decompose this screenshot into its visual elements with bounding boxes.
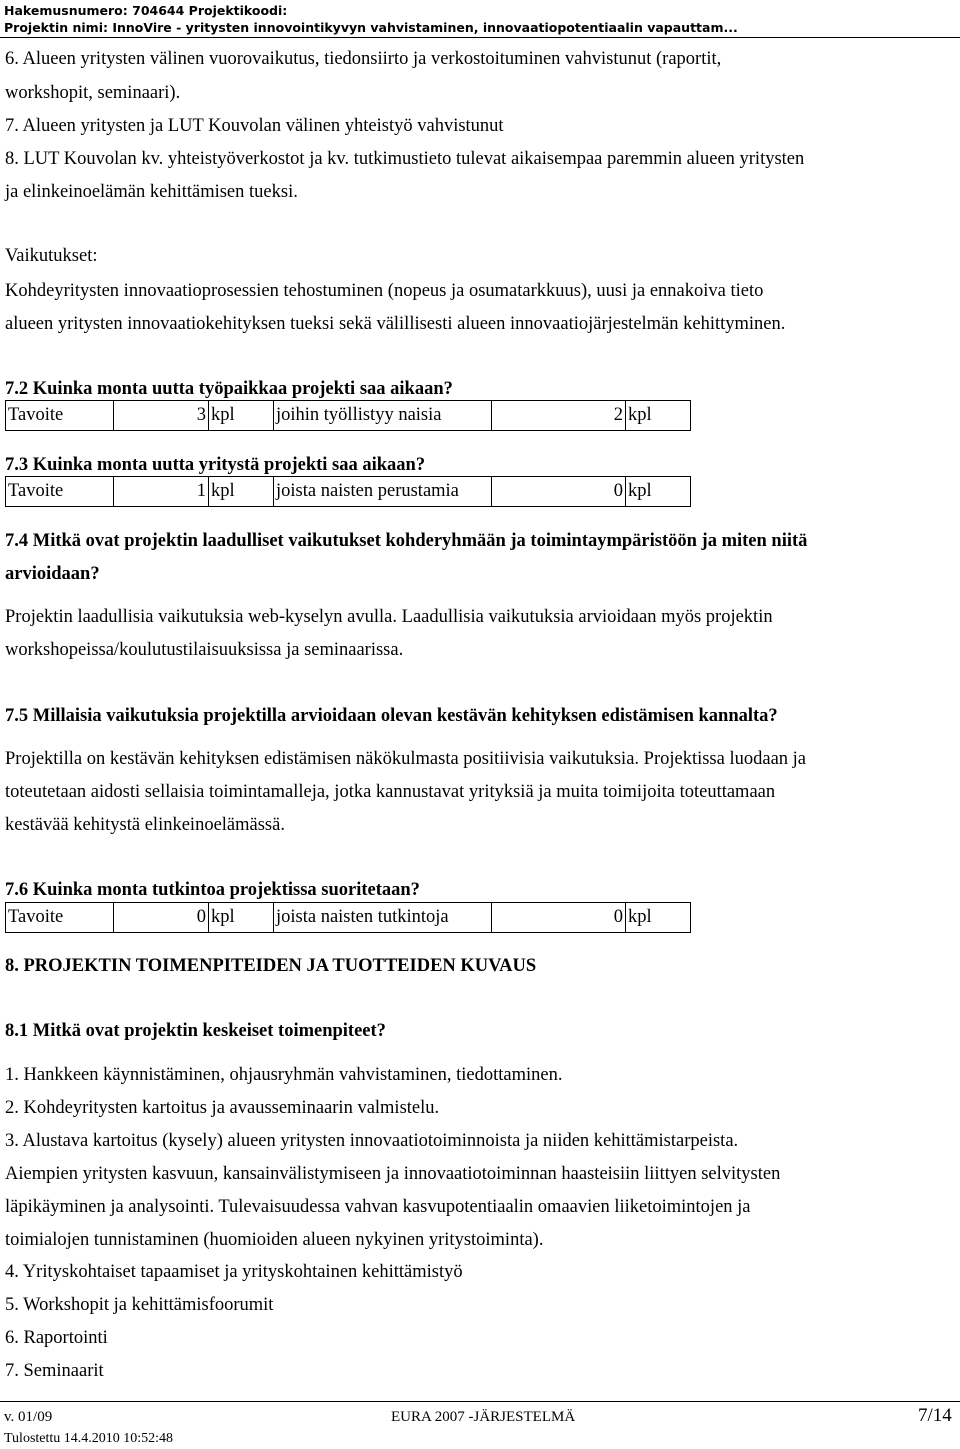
measure-line: 2. Kohdeyritysten kartoitus ja avausseminaarin valmistelu. [5, 1098, 440, 1118]
table-row [6, 477, 691, 507]
question-8-1: 8.1 Mitkä ovat projektin keskeiset toimenpiteet? [5, 1021, 386, 1041]
sub-label: joista naisten tutkintoja [274, 903, 492, 933]
application-number: Hakemusnumero: 704644 Projektikoodi: [4, 3, 288, 18]
sub-unit: kpl [626, 401, 691, 431]
target-label: Tavoite [6, 903, 114, 933]
measure-line: 7. Seminaarit [5, 1361, 104, 1381]
question-7-4-cont: arvioidaan? [5, 564, 100, 584]
footer-version: v. 01/09 [4, 1409, 53, 1425]
target-unit: kpl [209, 477, 274, 507]
target-table-companies [5, 476, 691, 507]
question-7-5: 7.5 Millaisia vaikutuksia projektilla arvioidaan olevan kestävän kehityksen edistämisen kannalta? [5, 706, 778, 726]
target-label: Tavoite [6, 477, 114, 507]
results-line: ja elinkeinoelämän kehittämisen tueksi. [5, 182, 298, 202]
question-7-3: 7.3 Kuinka monta uutta yritystä projekti saa aikaan? [5, 455, 426, 475]
sub-value: 0 [492, 477, 626, 507]
impacts-line: Kohdeyritysten innovaatioprosessien tehostuminen (nopeus ja osumatarkkuus), uusi ja ennakoiva tieto [5, 281, 764, 301]
target-label: Tavoite [6, 401, 114, 431]
results-line: 7. Alueen yritysten ja LUT Kouvolan välinen yhteistyö vahvistunut [5, 116, 504, 136]
sub-value: 0 [492, 903, 626, 933]
sub-unit: kpl [626, 903, 691, 933]
results-line: workshopit, seminaari). [5, 83, 181, 103]
footer-rule [0, 1401, 960, 1402]
sub-value: 2 [492, 401, 626, 431]
measure-line: 4. Yrityskohtaiset tapaamiset ja yrityskohtainen kehittämistyö [5, 1262, 463, 1282]
answer-7-5: Projektilla on kestävän kehityksen edistämisen näkökulmasta positiivisia vaikutuksia. Projektissa luodaan ja [5, 749, 807, 769]
answer-7-4: workshopeissa/koulutustilaisuuksissa ja seminaarissa. [5, 640, 404, 660]
measure-line: Aiempien yritysten kasvuun, kansainvälistymiseen ja innovaatiotoiminnan haasteisiin liittyen selvitysten [5, 1164, 781, 1184]
measure-line: toimialojen tunnistaminen (huomioiden alueen nykyinen yritystoiminta). [5, 1230, 544, 1250]
header-rule [0, 37, 960, 38]
target-value: 0 [114, 903, 209, 933]
impacts-line: alueen yritysten innovaatiokehityksen tueksi sekä välillisesti alueen innovaatiojärjestelmän kehittyminen. [5, 314, 786, 334]
target-value: 1 [114, 477, 209, 507]
target-unit: kpl [209, 903, 274, 933]
measure-line: läpikäyminen ja analysointi. Tulevaisuudessa vahvan kasvupotentiaalin omaavien liiketoimintojen ja [5, 1197, 751, 1217]
answer-7-4: Projektin laadullisia vaikutuksia web-kyselyn avulla. Laadullisia vaikutuksia arvioidaan myös projektin [5, 607, 773, 627]
question-7-4: 7.4 Mitkä ovat projektin laadulliset vaikutukset kohderyhmään ja toimintaympäristöön ja miten niitä [5, 531, 808, 551]
results-line: 6. Alueen yritysten välinen vuorovaikutus, tiedonsiirto ja verkostoituminen vahvistunut (raportit, [5, 49, 722, 69]
footer-printed: Tulostettu 14.4.2010 10:52:48 [4, 1431, 174, 1446]
answer-7-5: toteutetaan aidosti sellaisia toimintamalleja, jotka kannustavat yrityksiä ja muita toimijoita toteuttamaan [5, 782, 776, 802]
measure-line: 5. Workshopit ja kehittämisfoorumit [5, 1295, 274, 1315]
measure-line: 1. Hankkeen käynnistäminen, ohjausryhmän vahvistaminen, tiedottaminen. [5, 1065, 563, 1085]
sub-label: joista naisten perustamia [274, 477, 492, 507]
sub-unit: kpl [626, 477, 691, 507]
target-table-jobs [5, 400, 691, 431]
impacts-heading: Vaikutukset: [5, 246, 98, 266]
section-8-title: 8. PROJEKTIN TOIMENPITEIDEN JA TUOTTEIDEN KUVAUS [5, 956, 537, 976]
target-table-degrees [5, 902, 691, 933]
question-7-2: 7.2 Kuinka monta uutta työpaikkaa projekti saa aikaan? [5, 379, 453, 399]
project-name: Projektin nimi: InnoVire - yritysten innovointikyvyn vahvistaminen, innovaatiopotentiaalin vapauttam... [4, 20, 738, 35]
document-header [4, 2, 738, 36]
results-line: 8. LUT Kouvolan kv. yhteistyöverkostot ja kv. tutkimustieto tulevat aikaisempaa paremmin alueen yritysten [5, 149, 805, 169]
table-row [6, 401, 691, 431]
footer-system: EURA 2007 -JÄRJESTELMÄ [391, 1409, 576, 1425]
target-value: 3 [114, 401, 209, 431]
sub-label: joihin työllistyy naisia [274, 401, 492, 431]
footer-page-number: 7/14 [918, 1405, 952, 1426]
measure-line: 3. Alustava kartoitus (kysely) alueen yritysten innovaatiotoiminnoista ja niiden kehittämistarpeista. [5, 1131, 739, 1151]
target-unit: kpl [209, 401, 274, 431]
table-row [6, 903, 691, 933]
answer-7-5: kestävää kehitystä elinkeinoelämässä. [5, 815, 285, 835]
measure-line: 6. Raportointi [5, 1328, 108, 1348]
question-7-6: 7.6 Kuinka monta tutkintoa projektissa suoritetaan? [5, 880, 420, 900]
